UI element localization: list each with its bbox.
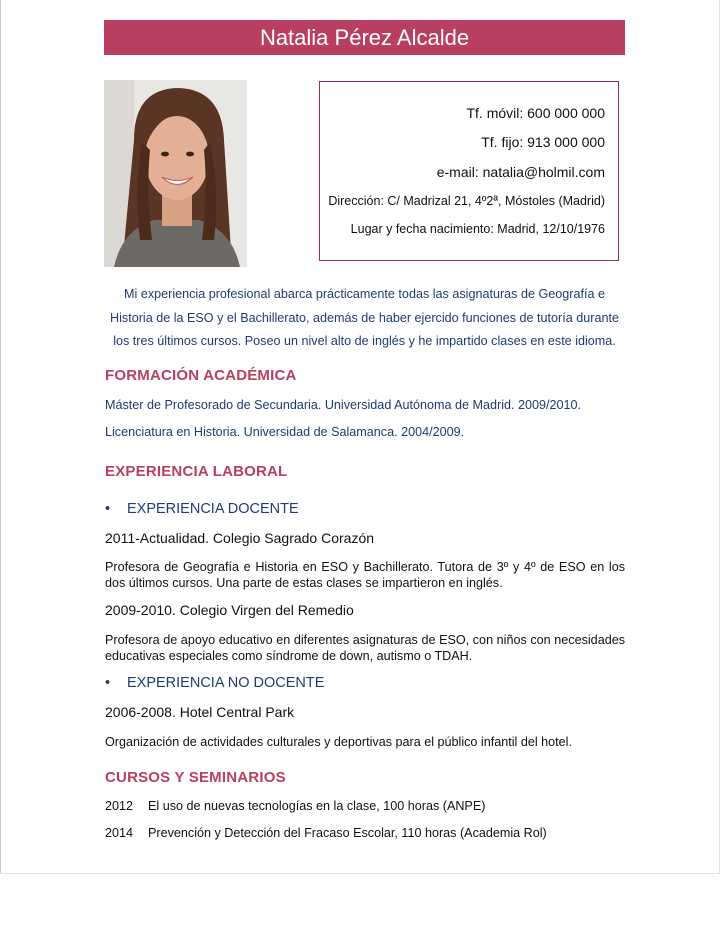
section-title-formacion: FORMACIÓN ACADÉMICA [105,367,297,384]
education-item: Máster de Profesorado de Secundaria. Universidad Autónoma de Madrid. 2009/2010. [105,398,582,412]
contact-birth: Lugar y fecha nacimiento: Madrid, 12/10/1976 [350,222,605,236]
course-item [105,826,547,840]
name-header: Natalia Pérez Alcalde [104,20,625,55]
course-text: Prevención y Detección del Fracaso Escolar, 110 horas (Academia Rol) [148,826,547,840]
course-year: 2012 [105,799,134,813]
contact-address: Dirección: C/ Madrizal 21, 4º2ª, Móstoles (Madrid) [328,194,605,208]
subheading-label: EXPERIENCIA DOCENTE [127,501,299,517]
job-title: 2009-2010. Colegio Virgen del Remedio [105,602,354,618]
job-title: 2006-2008. Hotel Central Park [105,704,295,720]
profile-photo [104,80,247,267]
page-edge [0,873,720,874]
bullet-icon: • [105,501,111,517]
education-item: Licenciatura en Historia. Universidad de Salamanca. 2004/2009. [105,425,465,439]
contact-box [319,81,619,261]
subheading-no-docente [105,675,324,691]
job-description: Organización de actividades culturales y deportivas para el público infantil del hotel. [105,735,572,749]
subheading-label: EXPERIENCIA NO DOCENTE [127,675,325,691]
section-title-experiencia: EXPERIENCIA LABORAL [105,463,288,480]
course-text: El uso de nuevas tecnologías en la clase, 100 horas (ANPE) [148,799,486,813]
profile-summary: Mi experiencia profesional abarca prácticamente todas las asignaturas de Geografía e Historia de la ESO y el Bachillerato, además de haber ejercido funciones de tutoría durante los tres últimos cursos. Poseo un nivel alto de inglés y he impartido clases en este idioma. [110,287,619,348]
job-title: 2011-Actualidad. Colegio Sagrado Corazón [105,530,375,546]
course-year: 2014 [105,826,134,840]
page-edge [0,0,1,873]
bullet-icon: • [105,675,111,691]
course-item [105,799,485,813]
job-description: Profesora de apoyo educativo en diferentes asignaturas de ESO, con niños con necesidades educativas especiales como síndrome de down, autismo o TDAH. [105,633,625,663]
section-title-cursos: CURSOS Y SEMINARIOS [105,769,286,786]
contact-mobile: Tf. móvil: 600 000 000 [466,105,605,121]
contact-phone: Tf. fijo: 913 000 000 [481,134,605,150]
job-description: Profesora de Geografía e Historia en ESO y Bachillerato. Tutora de 3º y 4º de ESO en los dos últimos cursos. Una parte de estas clases se impartieron en inglés. [105,560,625,590]
contact-email: e-mail: natalia@holmil.com [436,164,605,180]
subheading-docente [105,501,299,517]
